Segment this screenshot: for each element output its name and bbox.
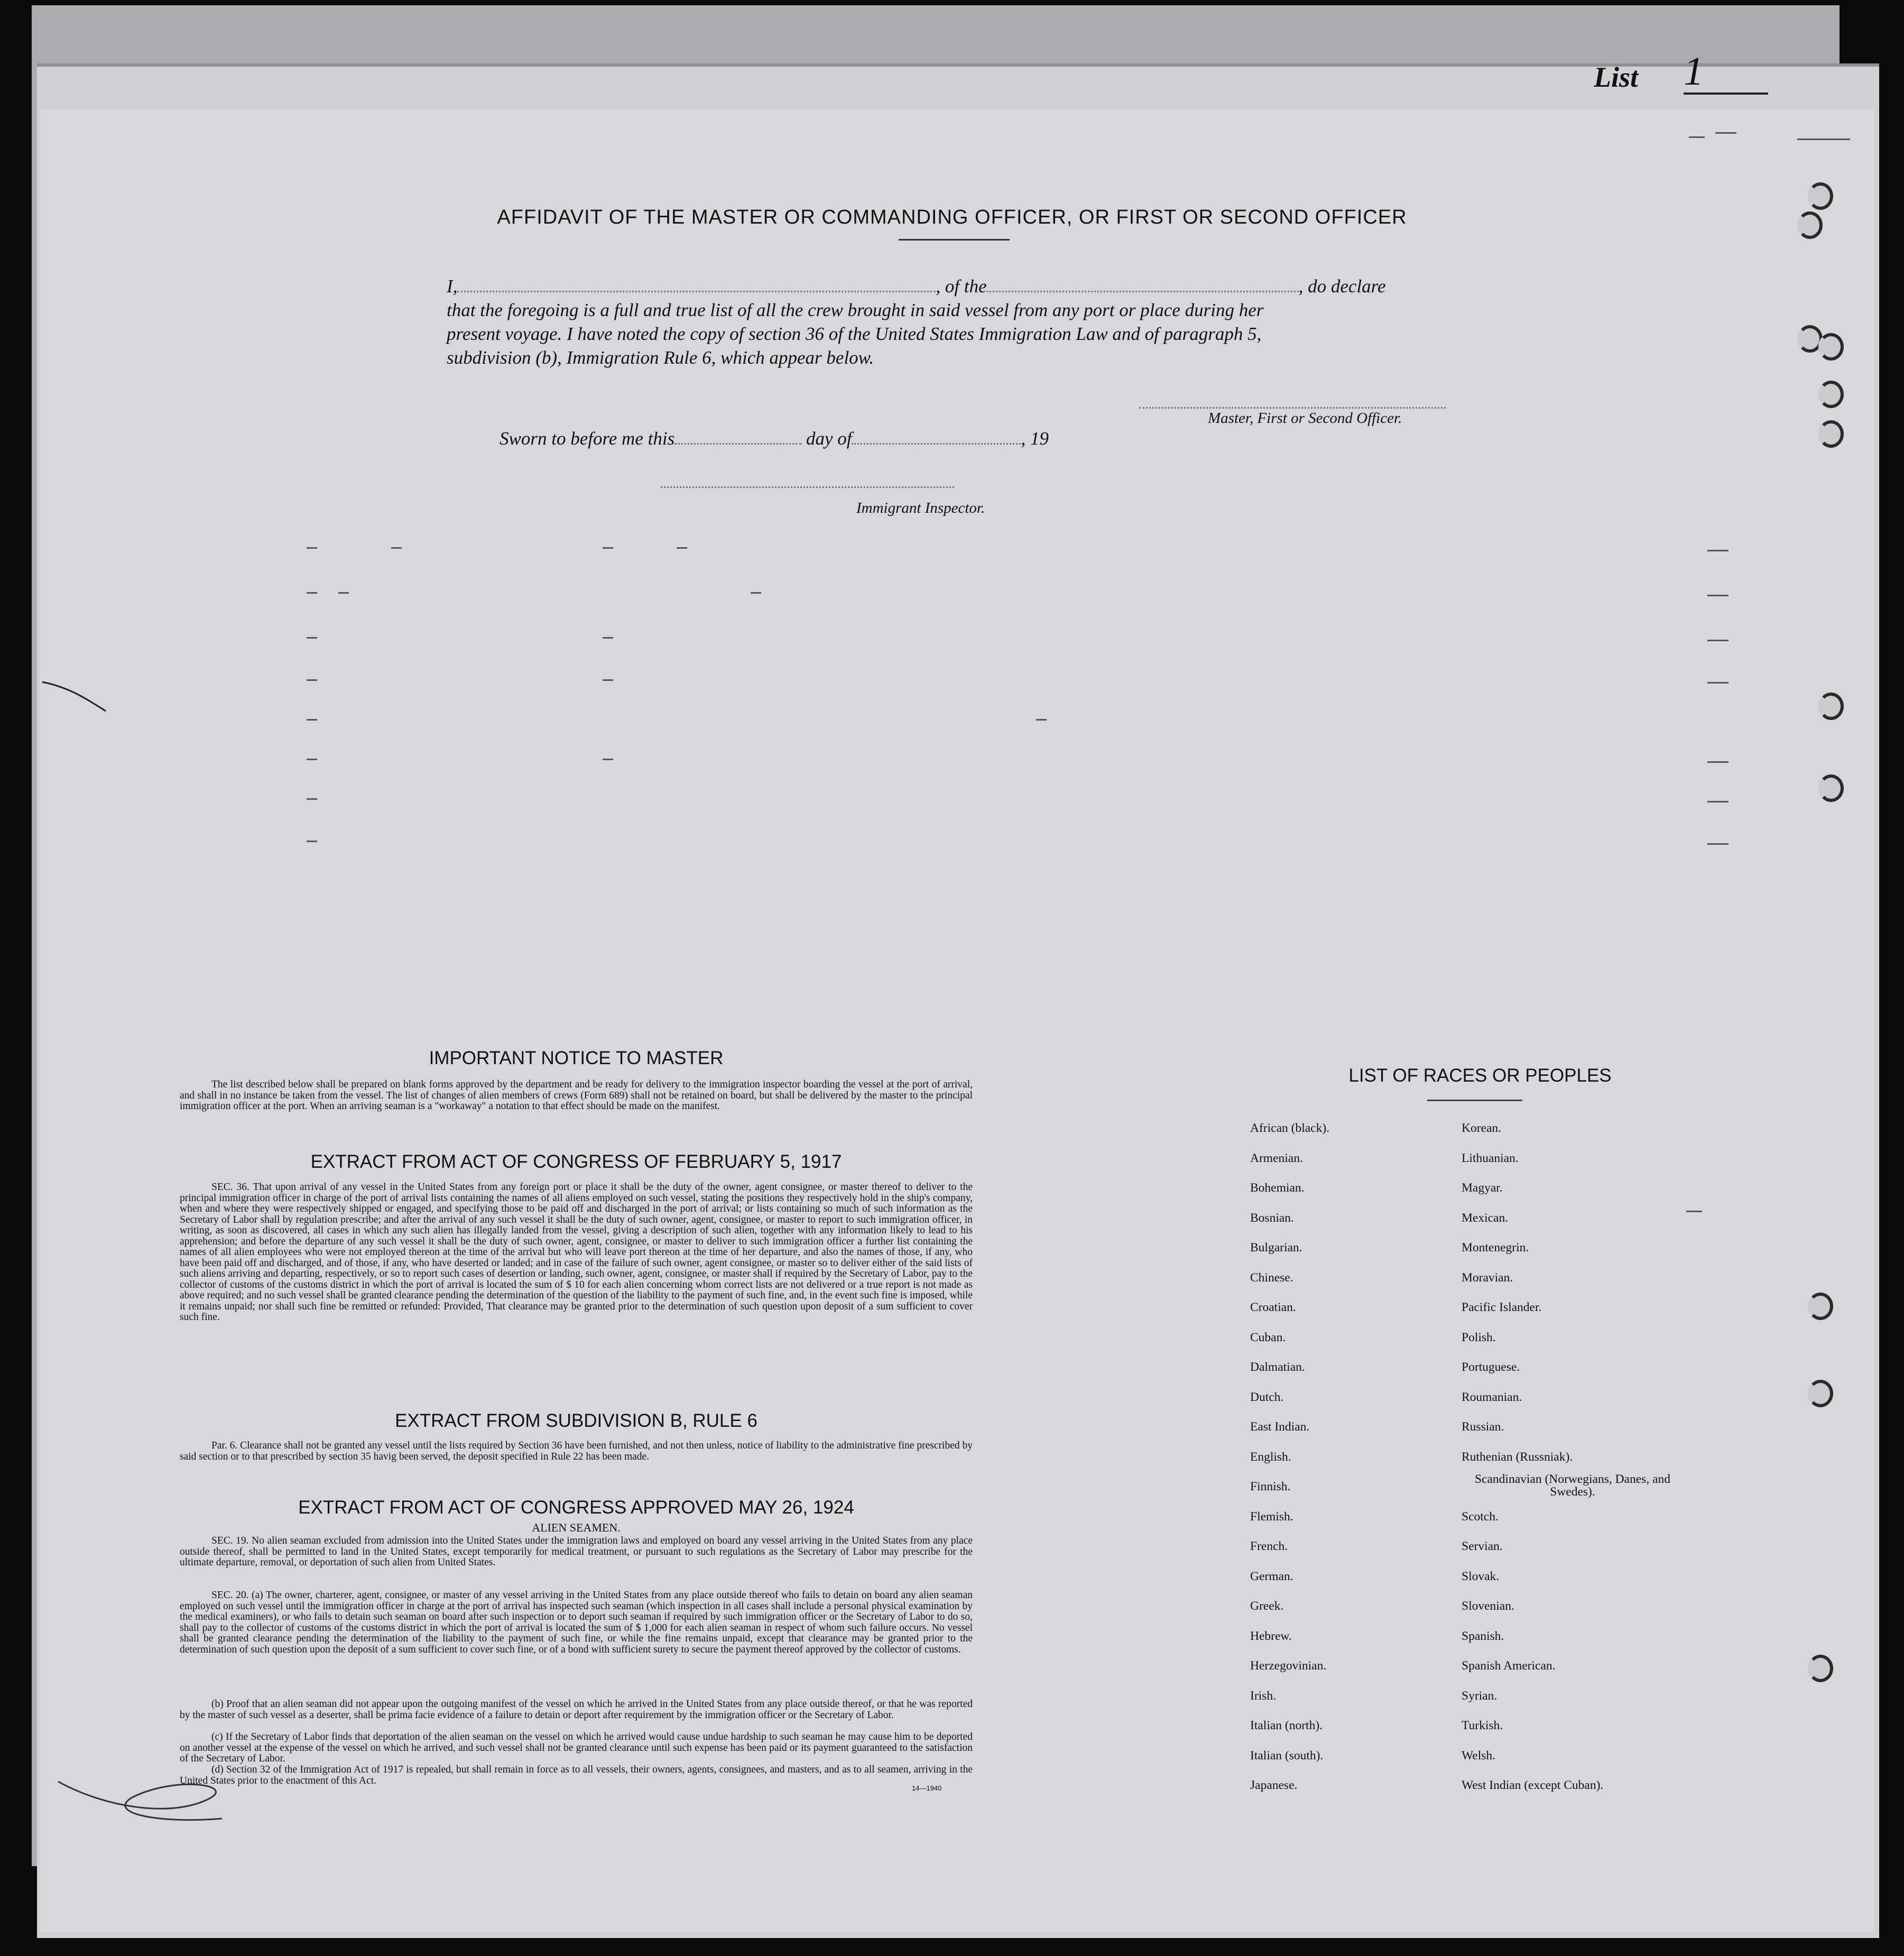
- list-label: List: [1594, 61, 1639, 93]
- extract-1924-sec20c: (c) If the Secretary of Labor finds that deportation of the alien seaman on the vessel on which he arrived would cause undue hardship to such seaman he may cause him to be deported on another vessel at the expense of the vessel on which he arrived, and such vessel shall not be granted clearance until such expense has been paid or its payment guaranteed to the satisfaction of the Secretary of Labor.: [180, 1731, 973, 1764]
- race-left: Finnish.: [1250, 1480, 1291, 1493]
- race-right: Korean.: [1462, 1121, 1502, 1135]
- sworn-prefix: Sworn to before me this: [500, 428, 675, 449]
- race-left: Bulgarian.: [1250, 1241, 1302, 1254]
- race-right: Slovenian.: [1462, 1599, 1514, 1613]
- race-right: Lithuanian.: [1462, 1151, 1519, 1165]
- list-number: 1: [1684, 50, 1768, 95]
- race-right: Magyar.: [1462, 1181, 1503, 1195]
- extract-1924-subtitle: ALIEN SEAMEN.: [532, 1521, 621, 1534]
- race-left: French.: [1250, 1539, 1288, 1553]
- vessel-blank: [987, 291, 1299, 292]
- extract-1924-sec20a: SEC. 20. (a) The owner, charterer, agent, consignee, or master of any vessel arriving in the United States from any place outside thereof who fails to detain on board any alien seaman employed on such vessel until the immigration officer in charge at the port of arrival has inspected such seaman (which inspection in all cases shall include a personal physical examination by the medical examiners), or who fails to detain such seaman on board after such inspection or to deport such seaman if required by such immigration officer or the Secretary of Labor to do so, shall pay to the collector of customs of the customs district in which the port of arrival is located the sum of $ 1,000 for each alien seaman in respect of whom such failure occurs. No vessel shall be granted clearance pending the determination of the liability to the payment of such fine, or while the fine remains unpaid, except that clearance may be granted prior to the determination of such question upon the deposit of a sum sufficient to cover such fine, or of a bond with sufficient surety to secure the payment thereof approved by the collector of customs.: [180, 1590, 973, 1655]
- affidavit-title: AFFIDAVIT OF THE MASTER OR COMMANDING OFFICER, OR FIRST OR SECOND OFFICER: [497, 206, 1407, 228]
- extract-1917-body: SEC. 36. That upon arrival of any vessel in the United States from any foreign port or place it shall be the duty of the owner, agent consignee, or master thereof to deliver to the principal immigration officer in charge of the port of arrival lists containing the names of all aliens employed on such vessel, stating the positions they respectively hold in the ship's company, when and where they were respectively shipped or engaged, and specifying those to be paid off and discharged in the port of arrival; or lists containing so much of such information as the Secretary of Labor shall by regulation prescribe; and after the arrival of any such vessel it shall be the duty of such owner, agent, consignee, or master to report to such immigration officer, in writing, as soon as discovered, all cases in which any such alien has illegally landed from the vessel, giving a description of such alien, together with any information likely to lead to his apprehension; and before the departure of any such vessel it shall be the duty of such owner, agent, consignee, or master to deliver to such immigration officer a further list containing the names of all alien employees who were not employed thereon at the time of the arrival but who will leave port thereon at the time of her departure, and also the names of those, if any, who have been paid off and discharged, and of those, if any, who have deserted or landed; and in case of the failure of such owner, agent consignee, or master so to deliver either of the said lists of such aliens arriving and departing, respectively, or so to report such cases of desertion or landing, such owner, agent, consignee, or master shall if required by the Secretary of Labor, pay to the collector of customs of the customs district in which the port of arrival is located the sum of $ 10 for each alien concerning whom correct lists are not delivered or a true report is not made as above required; and no such vessel shall be granted clearance pending the determination of the question of the liability to the payment of such fine, and, in the event such fine is imposed, while it remains unpaid; nor shall such fine be remitted or refunded: Provided, That clearance may be granted prior to the determination of such question upon deposit of a sum sufficient to cover such fine.: [180, 1182, 973, 1323]
- declaration-line-3: present voyage. I have noted the copy of section 36 of the United States Immigration Law and of paragraph 5,: [447, 324, 1262, 344]
- inspector-label: Immigrant Inspector.: [856, 500, 985, 516]
- master-signature-line: [1139, 407, 1446, 409]
- race-right: Russian.: [1462, 1420, 1504, 1434]
- races-title: LIST OF RACES OR PEOPLES: [1348, 1065, 1612, 1086]
- extract-1917-title: EXTRACT FROM ACT OF CONGRESS OF FEBRUARY 5, 1917: [310, 1151, 842, 1172]
- race-right: Slovak.: [1462, 1570, 1500, 1583]
- race-left: Italian (south).: [1250, 1749, 1324, 1763]
- declaration-line-1: [447, 275, 1467, 298]
- sworn-line: [500, 428, 1049, 449]
- race-left: English.: [1250, 1450, 1291, 1464]
- race-left: Cuban.: [1250, 1331, 1286, 1344]
- race-left: East Indian.: [1250, 1420, 1310, 1434]
- race-right: Mexican.: [1462, 1211, 1509, 1225]
- extract-1924-sec20b: (b) Proof that an alien seaman did not appear upon the outgoing manifest of the vessel on which he arrived in the United States from any place outside thereof, or that he was reported by the master of such vessel as a deserter, shall be prima facie evidence of a failure to detain or deport after requirement by the immigration officer or the Secretary of Labor.: [180, 1699, 973, 1721]
- race-right: Montenegrin.: [1462, 1241, 1529, 1254]
- title-rule: [899, 239, 1010, 241]
- inspector-signature-line: [661, 486, 954, 488]
- race-right: Welsh.: [1462, 1749, 1496, 1763]
- race-left: Dalmatian.: [1250, 1360, 1305, 1374]
- race-left: German.: [1250, 1570, 1293, 1583]
- extract-1924-sec20d: (d) Section 32 of the Immigration Act of 1917 is repealed, but shall remain in force as to all vessels, their owners, agents, consignees, and masters, and as to all seamen, arriving in the United States prior to the enactment of this Act.: [180, 1764, 973, 1786]
- race-right: Syrian.: [1462, 1689, 1498, 1703]
- race-right: West Indian (except Cuban).: [1462, 1778, 1604, 1792]
- race-right: Scotch.: [1462, 1510, 1499, 1524]
- race-right: Polish.: [1462, 1331, 1496, 1344]
- form-number: 14—1940: [912, 1784, 942, 1792]
- race-left: Japanese.: [1250, 1778, 1298, 1792]
- declaration-line-2: that the foregoing is a full and true list of all the crew brought in said vessel from any port or place during her: [447, 300, 1264, 320]
- sworn-year: , 19: [1021, 428, 1049, 449]
- race-left: Armenian.: [1250, 1151, 1303, 1165]
- month-blank: [852, 443, 1021, 445]
- race-left: Hebrew.: [1250, 1629, 1292, 1643]
- races-title-rule: [1427, 1100, 1522, 1101]
- declaration-line-4: subdivision (b), Immigration Rule 6, which appear below.: [447, 347, 874, 368]
- master-label: Master, First or Second Officer.: [1208, 410, 1402, 427]
- name-blank: [457, 291, 936, 292]
- race-right: Ruthenian (Russniak).: [1462, 1450, 1573, 1464]
- race-right: Portuguese.: [1462, 1360, 1520, 1374]
- race-right: Turkish.: [1462, 1719, 1503, 1732]
- declaration-i: I,: [447, 276, 458, 297]
- race-right: Spanish American.: [1462, 1659, 1556, 1673]
- race-right: Spanish.: [1462, 1629, 1504, 1643]
- race-left: Flemish.: [1250, 1510, 1293, 1524]
- race-left: Bosnian.: [1250, 1211, 1294, 1225]
- race-left: Chinese.: [1250, 1271, 1293, 1285]
- race-right: Servian.: [1462, 1539, 1503, 1553]
- race-left: Greek.: [1250, 1599, 1284, 1613]
- declaration-of-the: , of the: [936, 276, 987, 297]
- race-right: Pacific Islander.: [1462, 1300, 1542, 1314]
- race-right: Roumanian.: [1462, 1390, 1522, 1404]
- extract-1924-title: EXTRACT FROM ACT OF CONGRESS APPROVED MAY 26, 1924: [298, 1497, 854, 1518]
- race-left: African (black).: [1250, 1121, 1330, 1135]
- race-right: Scandinavian (Norwegians, Danes, and Swedes).: [1474, 1472, 1670, 1499]
- race-right: Moravian.: [1462, 1271, 1513, 1285]
- race-left: Irish.: [1250, 1689, 1276, 1703]
- race-left: Dutch.: [1250, 1390, 1284, 1404]
- extract-1924-sec19: SEC. 19. No alien seaman excluded from admission into the United States under the immigration laws and employed on board any vessel arriving in the United States from any place outside thereof, shall be permitted to land in the United States, except temporarily for medical treatment, or pursuant to such regulations as the Secretary of Labor may prescribe for the ultimate departure, removal, or deportation of such alien from United States.: [180, 1535, 973, 1568]
- day-blank: [674, 443, 801, 445]
- race-left: Croatian.: [1250, 1300, 1296, 1314]
- sworn-day-of: day of: [806, 428, 852, 449]
- extract-rule6-title: EXTRACT FROM SUBDIVISION B, RULE 6: [395, 1410, 757, 1431]
- notice-title: IMPORTANT NOTICE TO MASTER: [429, 1048, 724, 1068]
- notice-body: The list described below shall be prepared on blank forms approved by the department and be ready for delivery to the immigration inspector boarding the vessel at the port of arrival, and shall in no instance be taken from the vessel. The list of changes of alien members of crews (Form 689) shall not be retained on board, but shall be delivered by the master to the principal immigration officer at the port. When an arriving seaman is a "workaway" a notation to that effect should be made on the manifest.: [180, 1079, 973, 1112]
- race-left: Herzegovinian.: [1250, 1659, 1327, 1673]
- race-left: Bohemian.: [1250, 1181, 1305, 1195]
- extract-rule6-body: Par. 6. Clearance shall not be granted any vessel until the lists required by Section 36 have been furnished, and not then unless, notice of liability to the administrative fine prescribed by said section or to that prescribed by section 35 havig been served, the deposit specified in Rule 22 has been made.: [180, 1440, 973, 1462]
- declaration-do-declare: , do declare: [1298, 276, 1386, 297]
- race-left: Italian (north).: [1250, 1719, 1323, 1732]
